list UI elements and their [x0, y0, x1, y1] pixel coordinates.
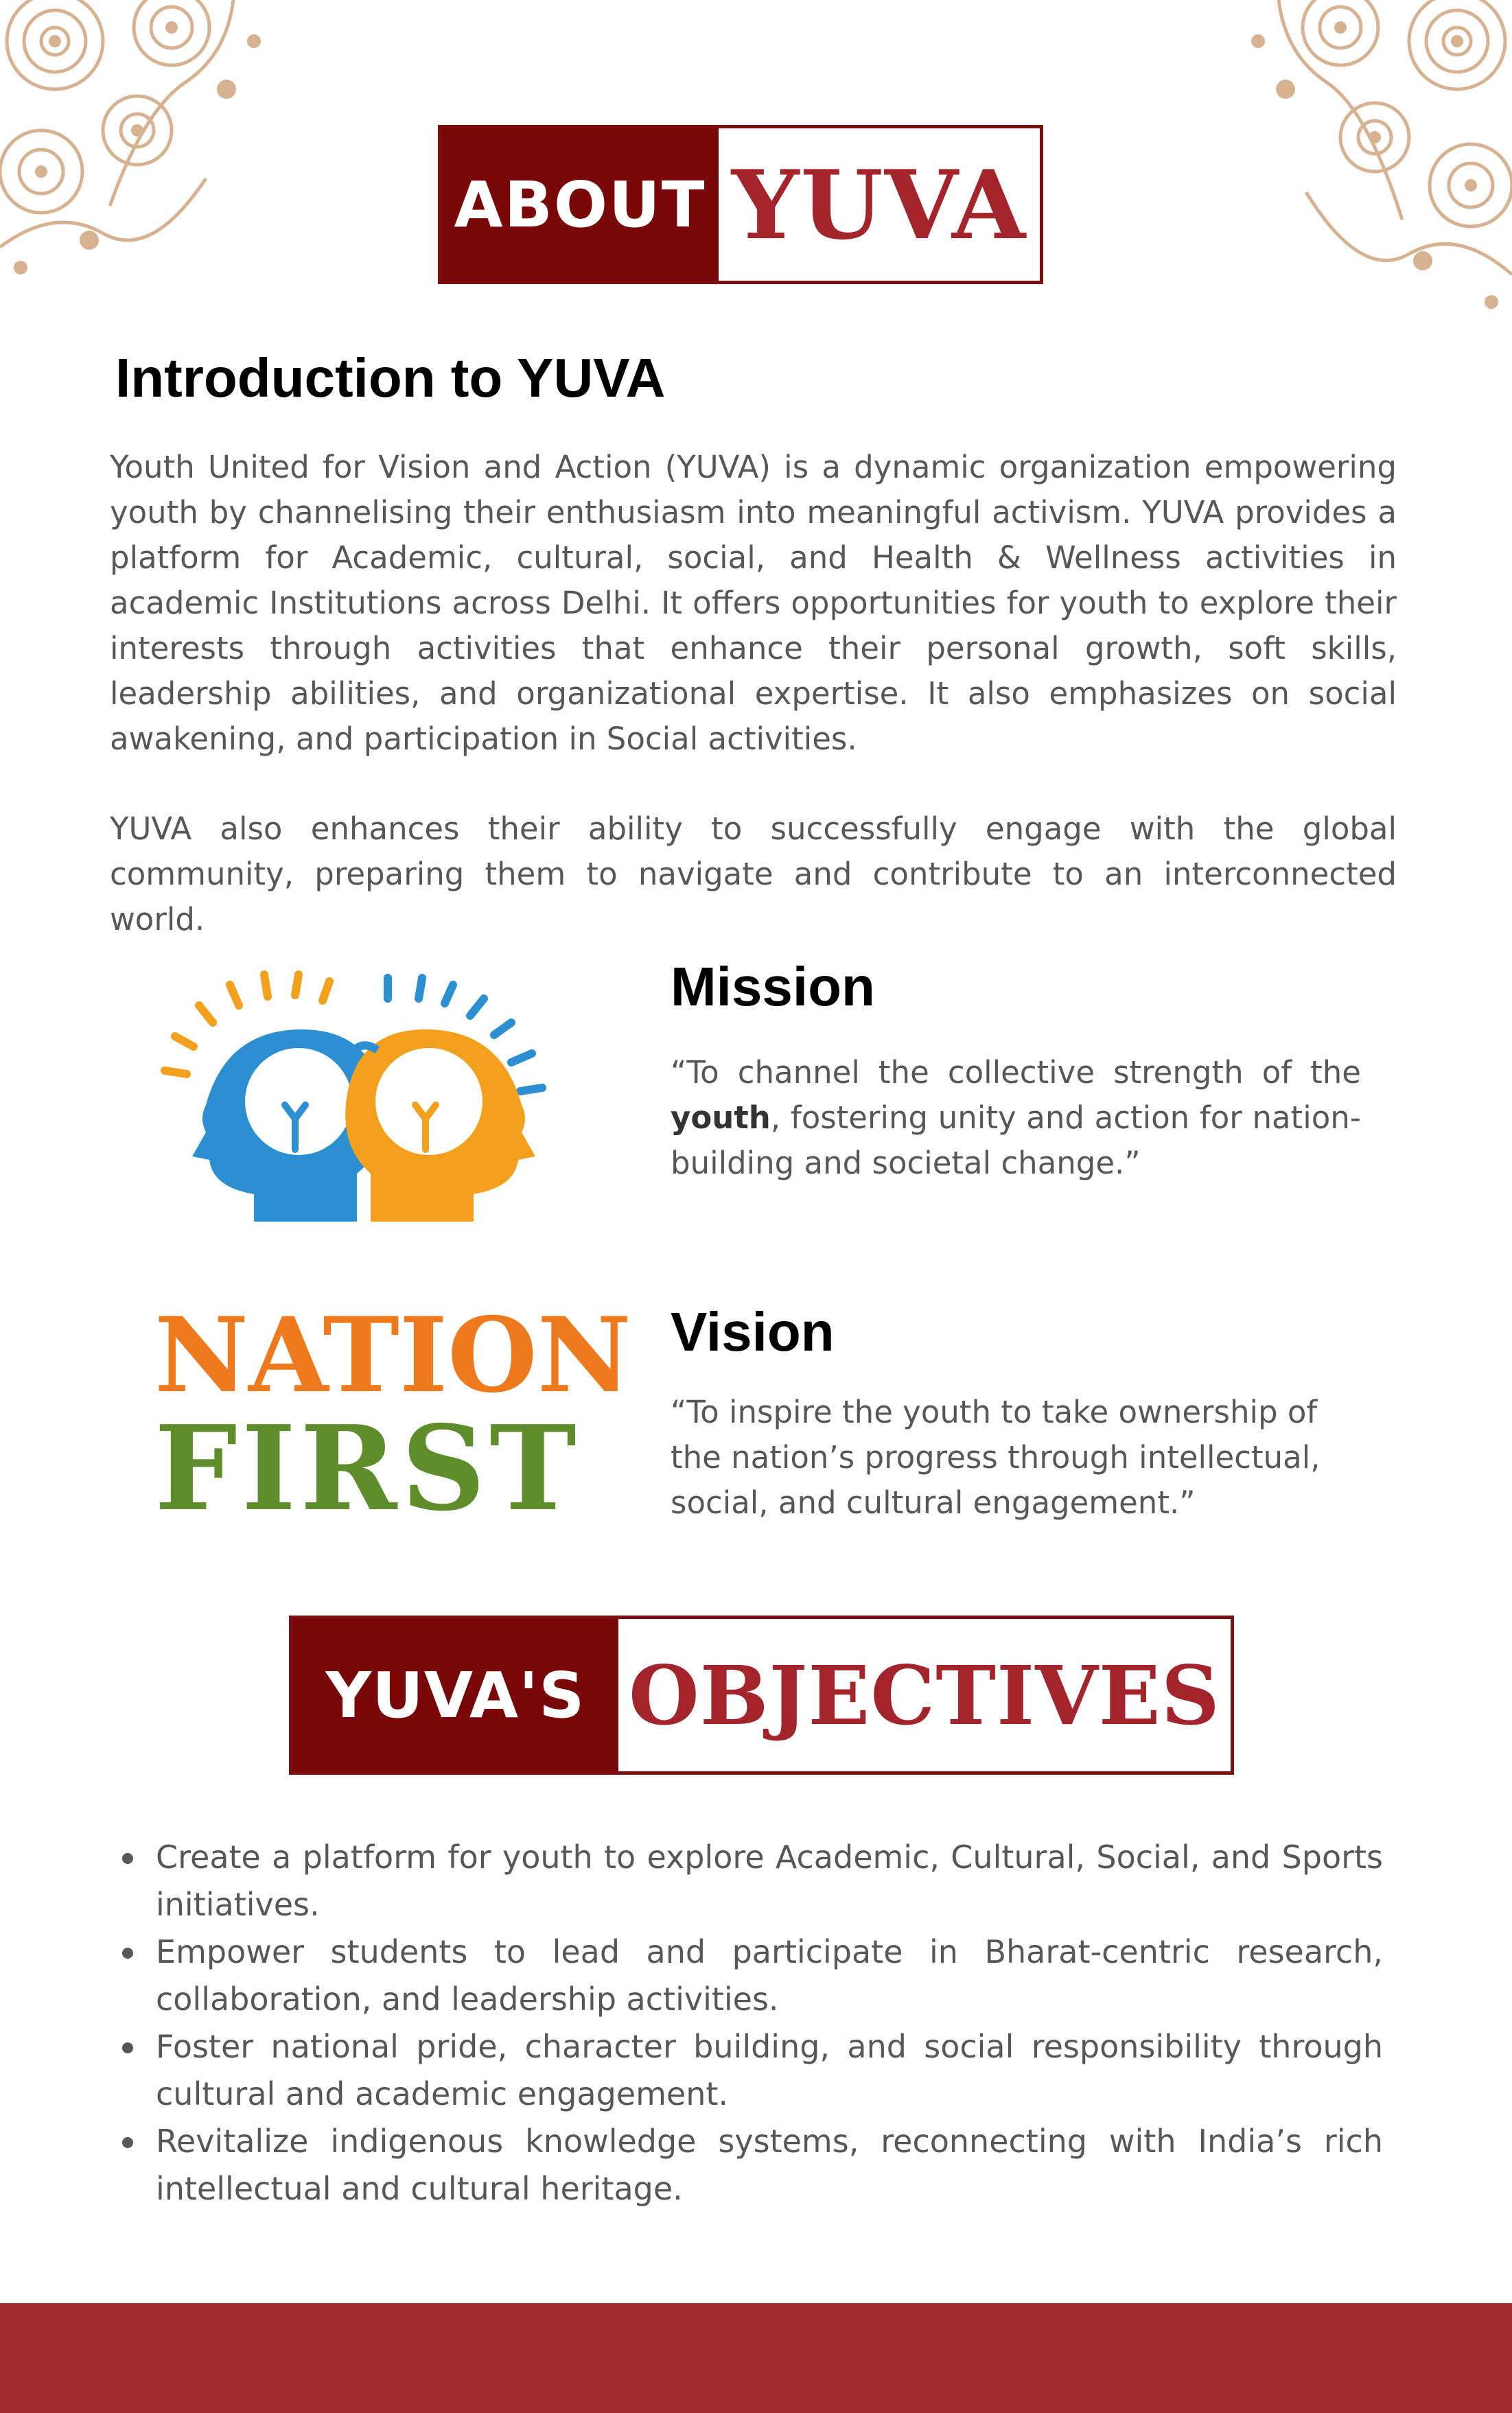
mission-heading: Mission	[671, 956, 875, 1017]
bullet-icon	[122, 2137, 133, 2148]
bullet-icon	[122, 1853, 133, 1864]
banner-label-yuvas: YUVA'S	[292, 1619, 618, 1771]
intro-heading: Introduction to YUVA	[115, 347, 666, 408]
mission-statement	[671, 1050, 1361, 1186]
about-yuva-banner	[438, 125, 1043, 284]
objectives-list	[110, 1834, 1383, 2213]
objective-text: Empower students to lead and participate in Bharat-centric research, collaboration, and leadership activities.	[156, 1933, 1383, 2018]
objective-text: Revitalize indigenous knowledge systems, reconnecting with India’s rich intellectual and cultural heritage.	[156, 2123, 1383, 2207]
bullet-icon	[122, 1948, 133, 1959]
vision-statement: “To inspire the youth to take ownership of the nation’s progress through intellectual, social, and cultural engagement.”	[671, 1394, 1321, 1521]
paisley-ornament-left-icon	[0, 0, 302, 295]
intro-paragraph-2: YUVA also enhances their ability to successfully engage with the global community, preparing them to navigate and contribute to an interconnected world.	[110, 811, 1397, 937]
banner-label-yuva: YUVA	[731, 148, 1027, 261]
vision-heading: Vision	[671, 1301, 835, 1362]
list-item	[110, 1928, 1383, 2023]
mission-text-bold: youth	[671, 1099, 771, 1136]
nation-first-line-2: FIRST	[154, 1400, 581, 1537]
list-item	[110, 2023, 1383, 2118]
bullet-icon	[122, 2042, 133, 2053]
yuvas-objectives-banner	[289, 1616, 1234, 1775]
paisley-ornament-right-icon	[1210, 0, 1512, 329]
banner-label-objectives: OBJECTIVES	[629, 1647, 1220, 1743]
list-item	[110, 1834, 1383, 1928]
objective-text: Foster national pride, character building, and social responsibility through cultural and academic engagement.	[156, 2028, 1383, 2112]
list-item	[110, 2118, 1383, 2213]
nation-first-logo	[154, 1295, 631, 1537]
objective-text: Create a platform for youth to explore Academic, Cultural, Social, and Sports initiatives.	[156, 1839, 1383, 1923]
two-heads-lightbulb-icon	[151, 961, 583, 1235]
nation-first-line-1: NATION	[154, 1295, 631, 1416]
mission-text-start: “To channel the collective strength of the	[671, 1054, 1361, 1091]
mission-text-end: , fostering unity and action for nation-building and societal change.”	[671, 1099, 1361, 1181]
intro-paragraph-1: Youth United for Vision and Action (YUVA) is a dynamic organization empowering youth by channelising their enthusiasm into meaningful activism. YUVA provides a platform for Academic, cultural, social, and Health & Wellness activities in academic Institutions across Delhi. It offers opportunities for youth to explore their interests through activities that enhance their personal growth, soft skills, leadership abilities, and organizational expertise. It also emphasizes on social awakening, and participation in Social activities.	[110, 449, 1397, 757]
footer-bar	[0, 2303, 1512, 2413]
banner-label-about: ABOUT	[441, 128, 719, 281]
